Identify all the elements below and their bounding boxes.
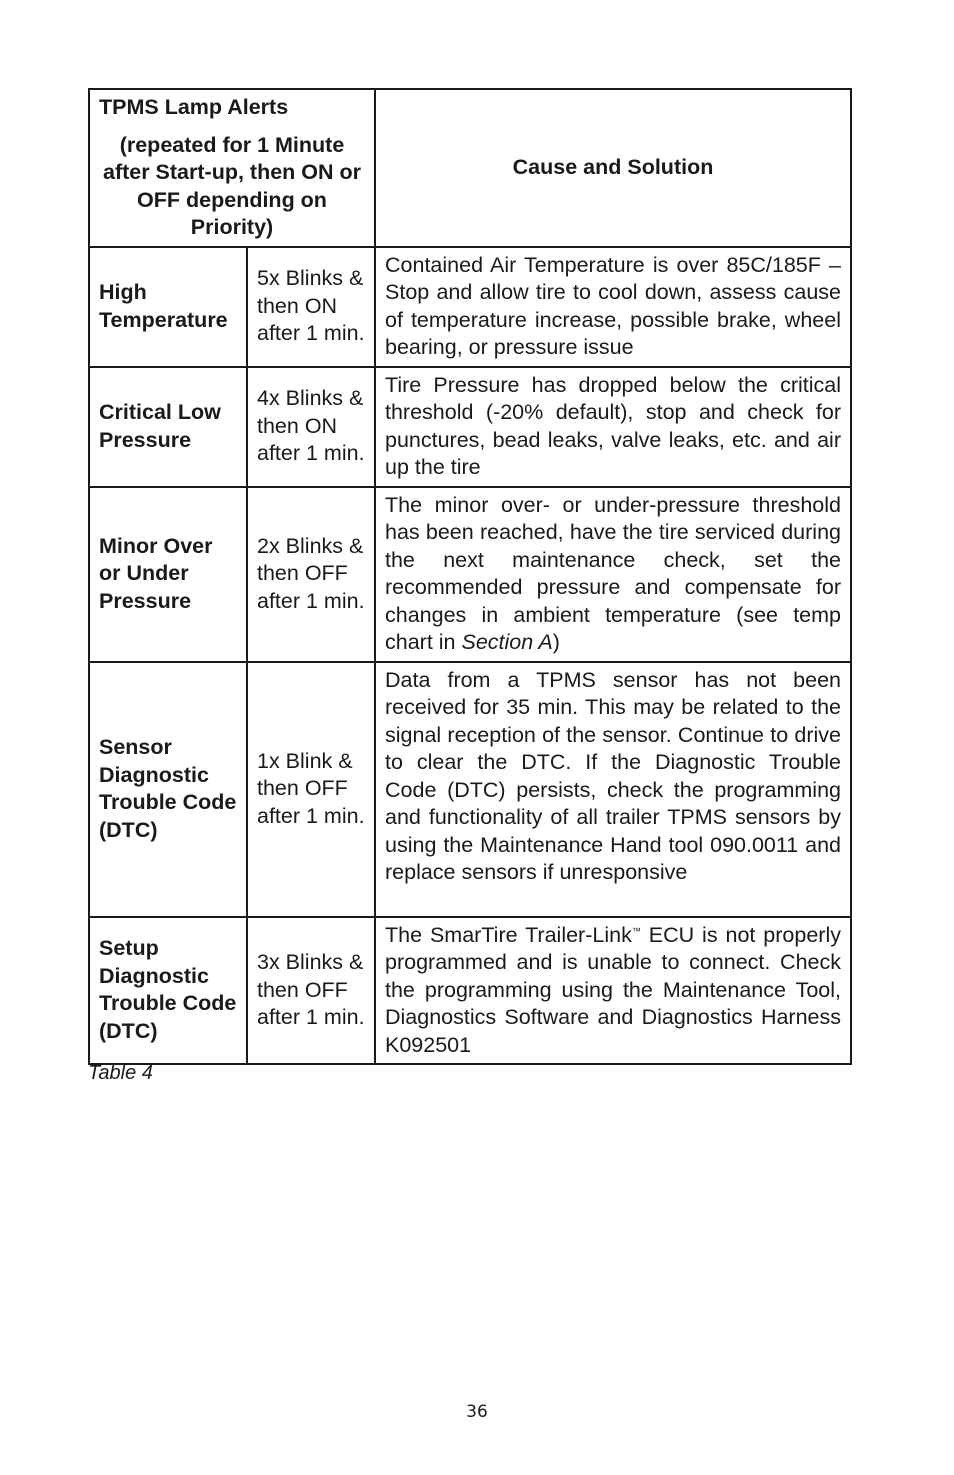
cause-solution-cell: Tire Pressure has dropped below the critical threshold (-20% default), stop and check for punctures, bead leaks, valve leaks, etc. and air up the tire — [375, 367, 851, 487]
table-header-row — [89, 89, 851, 247]
table-row — [89, 247, 851, 367]
alert-name-cell: Setup Diagnostic Trouble Code (DTC) — [89, 917, 247, 1065]
cause-text: The SmarTire Trailer-Link — [385, 922, 632, 947]
alert-name-cell: Minor Over or Under Pressure — [89, 487, 247, 662]
alert-name-cell: Sensor Diagnostic Trouble Code (DTC) — [89, 662, 247, 917]
table-row — [89, 917, 851, 1065]
header-cause-solution: Cause and Solution — [375, 89, 851, 247]
blink-pattern-cell: 3x Blinks & then OFF after 1 min. — [247, 917, 375, 1065]
table-row — [89, 487, 851, 662]
cause-solution-cell: Data from a TPMS sensor has not been received for 35 min. This may be related to the signal reception of the sensor. Continue to drive to clear the DTC. If the Diagnostic Trouble Code (DTC) persists, check the programming and functionality of all trailer TPMS sensors by using the Maintenance Hand tool 090.0011 and replace sensors if unresponsive — [375, 662, 851, 917]
trademark-symbol: ™ — [631, 925, 641, 936]
alert-name-cell: High Temperature — [89, 247, 247, 367]
blink-pattern-cell: 1x Blink & then OFF after 1 min. — [247, 662, 375, 917]
page-number: 36 — [466, 1402, 488, 1422]
table-row — [89, 662, 851, 917]
blink-pattern-cell: 2x Blinks & then OFF after 1 min. — [247, 487, 375, 662]
cause-text-end: ) — [552, 630, 560, 654]
header-lamp-alerts-cell — [89, 89, 375, 247]
cause-solution-cell — [375, 487, 851, 662]
blink-pattern-cell: 5x Blinks & then ON after 1 min. — [247, 247, 375, 367]
table-caption: Table 4 — [88, 1062, 153, 1084]
header-lamp-alerts-subtitle: (repeated for 1 Minute after Start-up, then ON or OFF depending on Priority) — [102, 132, 361, 239]
table-row — [89, 367, 851, 487]
cause-solution-cell — [375, 917, 851, 1065]
cause-text: The minor over- or under-pressure threshold has been reached, have the tire serviced during the next maintenance check, set the recommended pressure and compensate for changes in ambient temperature (see temp chart in — [385, 492, 841, 654]
cause-solution-cell: Contained Air Temperature is over 85C/185F – Stop and allow tire to cool down, assess cause of temperature increase, possible brake, wheel bearing, or pressure issue — [375, 247, 851, 367]
header-lamp-alerts-title: TPMS Lamp Alerts — [99, 95, 289, 119]
alert-name-cell: Critical Low Pressure — [89, 367, 247, 487]
cause-text-end: ECU is not properly programmed and is unable to connect. Check the programming using the Maintenance Tool, Diagnostics Software and Diagnostics Harness K092501 — [385, 922, 841, 1057]
section-reference: Section A — [461, 630, 553, 654]
tpms-lamp-alerts-table — [88, 88, 852, 1065]
blink-pattern-cell: 4x Blinks & then ON after 1 min. — [247, 367, 375, 487]
